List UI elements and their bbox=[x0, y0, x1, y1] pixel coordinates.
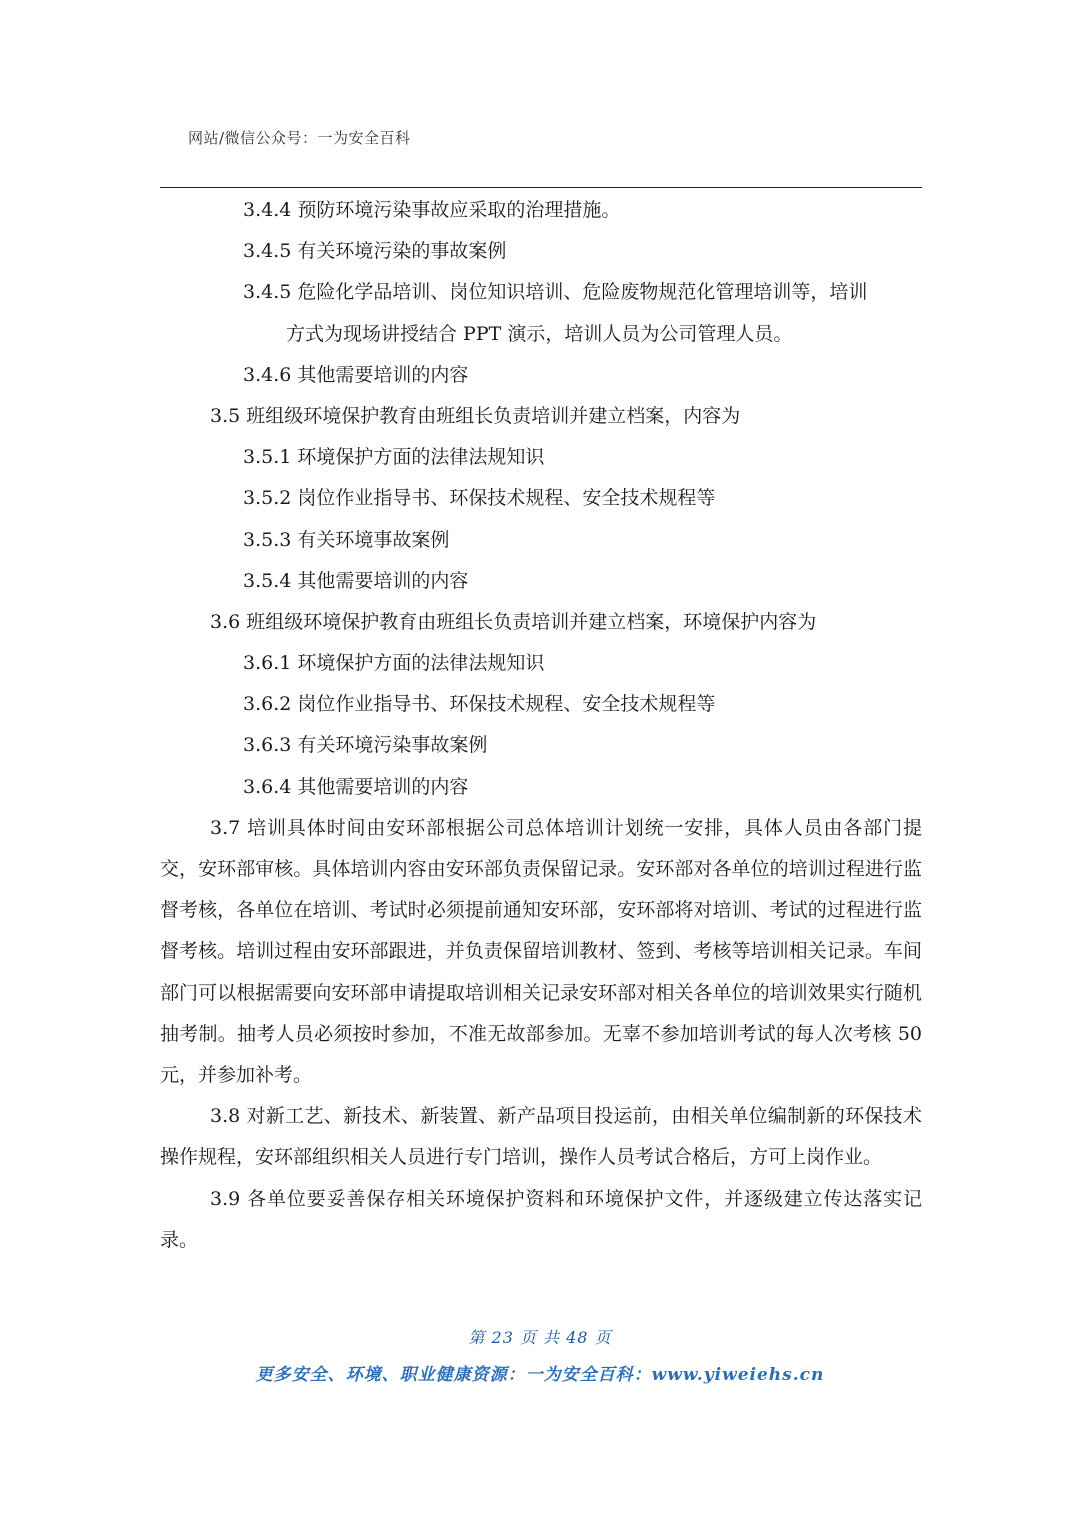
clause-3-4-4: 3.4.4 预防环境污染事故应采取的治理措施。 bbox=[243, 199, 621, 221]
clause-3-4-5-cases: 3.4.5 有关环境污染的事故案例 bbox=[243, 240, 507, 263]
clause-3-5-1: 3.5.1 环境保护方面的法律法规知识 bbox=[243, 446, 545, 469]
clause-3-4-6: 3.4.6 其他需要培训的内容 bbox=[243, 363, 469, 386]
clause-3-4-5-training-line-1: 3.4.5 危险化学品培训、岗位知识培训、危险废物规范化管理培训等，培训 bbox=[243, 281, 868, 304]
page-header: 网站/微信公众号：一为安全百科 bbox=[188, 129, 411, 147]
footer-promo: 更多安全、环境、职业健康资源：一为安全百科：www.yiweiehs.cn bbox=[255, 1365, 825, 1385]
header-divider bbox=[160, 187, 922, 188]
clause-3-6-3: 3.6.3 有关环境污染事故案例 bbox=[243, 734, 488, 757]
paragraph-3-7: 3.7 培训具体时间由安环部根据公司总体培训计划统一安排，具体人员由各部门提交，安环部审核。具体培训内容由安环部负责保留记录。安环部对各单位的培训过程进行监督考核，各单位在培训、考试时必须提前通知安环部，安环部将对培训、考试的过程进行监督考核。培训过程由安环部跟进，并负责保留培训教材、签到、考核等培训相关记录。车间部门可以根据需要向安环部申请提取培训相关记录安环部对相关各单位的培训效果实行随机抽考制。抽考人员必须按时参加，不准无故部参加。无辜不参加培训考试的每人次考核 50 元，并参加补考。 bbox=[160, 816, 922, 1087]
clause-3-4-5-training-line-2: 方式为现场讲授结合 PPT 演示，培训人员为公司管理人员。 bbox=[286, 322, 793, 345]
clause-3-6-2: 3.6.2 岗位作业指导书、环保技术规程、安全技术规程等 bbox=[243, 693, 716, 716]
clause-3-6-4: 3.6.4 其他需要培训的内容 bbox=[243, 775, 469, 798]
clause-3-6: 3.6 班组级环境保护教育由班组长负责培训并建立档案，环境保护内容为 bbox=[210, 610, 817, 633]
document-body bbox=[160, 190, 922, 1261]
clause-3-5-3: 3.5.3 有关环境事故案例 bbox=[243, 528, 450, 551]
clause-3-5-4: 3.5.4 其他需要培训的内容 bbox=[243, 569, 469, 592]
paragraph-3-8: 3.8 对新工艺、新技术、新装置、新产品项目投运前，由相关单位编制新的环保技术操作规程，安环部组织相关人员进行专门培训，操作人员考试合格后，方可上岗作业。 bbox=[160, 1105, 922, 1169]
clause-3-5: 3.5 班组级环境保护教育由班组长负责培训并建立档案，内容为 bbox=[210, 404, 741, 427]
paragraph-3-9: 3.9 各单位要妥善保存相关环境保护资料和环境保护文件，并逐级建立传达落实记录。 bbox=[160, 1187, 922, 1251]
clause-3-5-2: 3.5.2 岗位作业指导书、环保技术规程、安全技术规程等 bbox=[243, 487, 716, 510]
clause-3-6-1: 3.6.1 环境保护方面的法律法规知识 bbox=[243, 652, 545, 675]
page-number: 第 23 页 共 48 页 bbox=[468, 1328, 612, 1347]
